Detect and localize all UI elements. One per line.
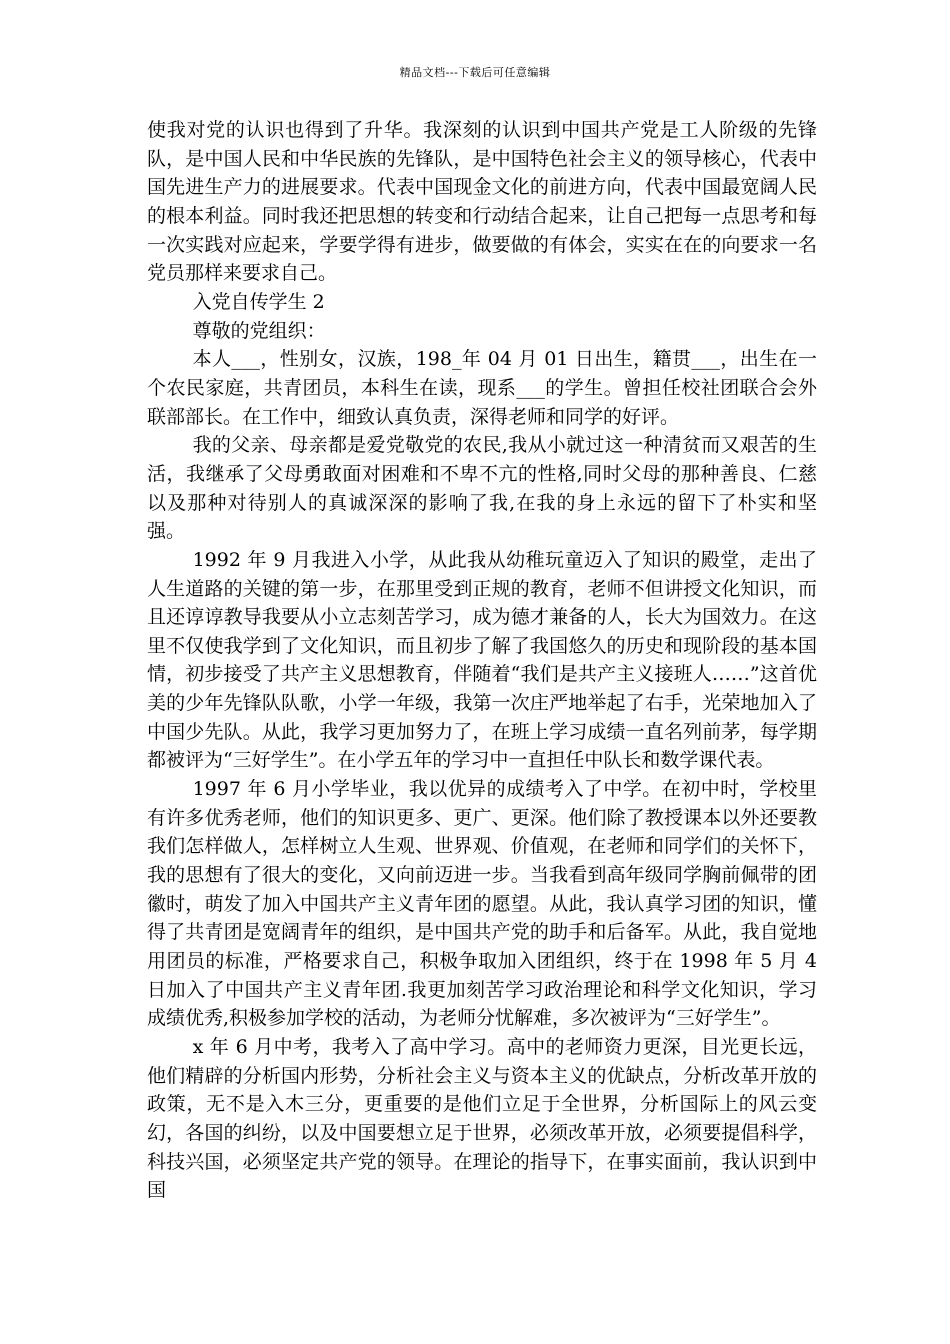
page-header: 精品文档---下载后可任意编辑	[399, 66, 551, 79]
document-body	[147, 116, 817, 1205]
paragraph-primary-school: 1992 年 9 月我进入小学，从此我从幼稚玩童迈入了知识的殿堂，走出了人生道路的关键的第一步，在那里受到正规的教育，老师不但讲授文化知识，而且还谆谆教导我要从小立志刻苦学习，成为德才兼备的人，长大为国效力。在这里不仅使我学到了文化知识，而且初步了解了我国悠久的历史和现阶段的基本国情，初步接受了共产主义思想教育，伴随着“我们是共产主义接班人……”这首优美的少年先锋队队歌，小学一年级，我第一次庄严地举起了右手，光荣地加入了中国少先队。从此，我学习更加努力了，在班上学习成绩一直名列前茅，每学期都被评为“三好学生”。在小学五年的学习中一直担任中队长和数学课代表。	[147, 548, 817, 772]
paragraph-high-school: x 年 6 月中考，我考入了高中学习。高中的老师资力更深，目光更长远，他们精辟的分析国内形势，分析社会主义与资本主义的优缺点，分析改革开放的政策，无不是入木三分，更重要的是他们立足于全世界，分析国际上的风云变幻，各国的纠纷，以及中国要想立足于世界，必须改革开放，必须要提倡科学，科技兴国，必须坚定共产党的领导。在理论的指导下，在事实面前，我认识到中国	[147, 1036, 817, 1202]
section-title: 入党自传学生 2	[192, 290, 325, 313]
paragraph-middle-school: 1997 年 6 月小学毕业，我以优异的成绩考入了中学。在初中时，学校里有许多优秀老师，他们的知识更多、更广、更深。他们除了教授课本以外还要教我们怎样做人，怎样树立人生观、世界观、价值观，在老师和同学们的关怀下，我的思想有了很大的变化，又向前迈进一步。当我看到高年级同学胸前佩带的团徽时，萌发了加入中国共产主义青年团的愿望。从此，我认真学习团的知识，懂得了共青团是宽阔青年的组织，是中国共产党的助手和后备军。从此，我自觉地用团员的标准，严格要求自己，积极争取加入团组织，终于在 1998 年 5 月 4 日加入了中国共产主义青年团.我更加刻苦学习政治理论和科学文化知识，学习成绩优秀,积极参加学校的活动，为老师分忧解难，多次被评为“三好学生”。	[147, 778, 817, 1030]
paragraph-family: 我的父亲、母亲都是爱党敬党的农民,我从小就过这一种清贫而又艰苦的生活，我继承了父母勇敢面对困难和不卑不亢的性格,同时父母的那种善良、仁慈以及那种对待别人的真诚深深的影响了我,在我的身上永远的留下了朴实和坚强。	[147, 434, 817, 543]
paragraph-self-intro: 本人___，性别女，汉族，198_年 04 月 01 日出生，籍贯___，出生在一个农民家庭，共青团员，本科生在读，现系___的学生。曾担任校社团联合会外联部部长。在工作中，细致认真负责，深得老师和同学的好评。	[147, 348, 817, 428]
salutation: 尊敬的党组织：	[192, 319, 326, 342]
paragraph-continuation: 使我对党的认识也得到了升华。我深刻的认识到中国共产党是工人阶级的先锋队，是中国人民和中华民族的先锋队，是中国特色社会主义的领导核心，代表中国先进生产力的进展要求。代表中国现金文化的前进方向，代表中国最宽阔人民的根本利益。同时我还把思想的转变和行动结合起来，让自己把每一点思考和每一次实践对应起来，学要学得有进步，做要做的有体会，实实在在的向要求一名党员那样来要求自己。	[147, 119, 817, 285]
